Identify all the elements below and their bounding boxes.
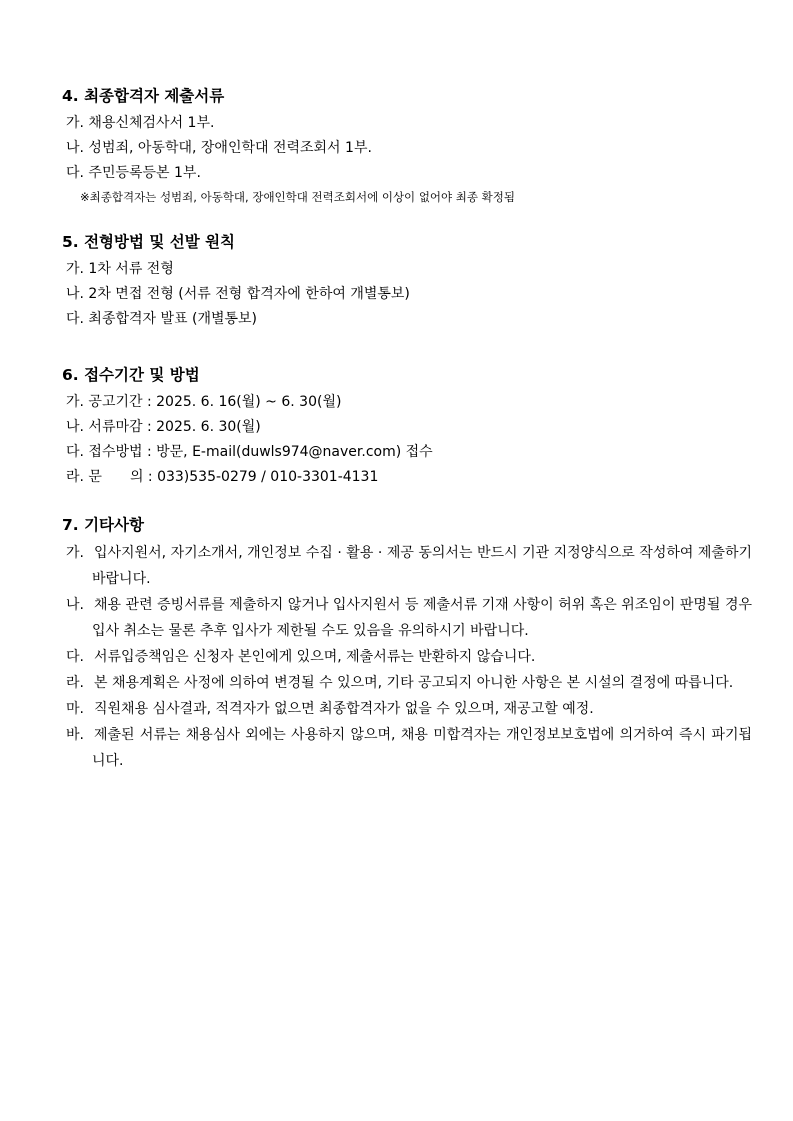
list-item: [62, 644, 752, 670]
list-item-text: 직원채용 심사결과, 적격자가 없으면 최종합격자가 없을 수 있으며, 재공고할 예정.: [94, 701, 594, 717]
list-item: 라. 문 의 : 033)535-0279 / 010-3301-4131: [66, 469, 379, 485]
list-item: 나. 2차 면접 전형 (서류 전형 합격자에 한하여 개별통보): [66, 286, 410, 302]
list-item: 가. 채용신체검사서 1부.: [66, 115, 215, 131]
list-marker: 다.: [66, 649, 84, 665]
section-final-documents: [62, 84, 752, 208]
list-item-text: 제출된 서류는 채용심사 외에는 사용하지 않으며, 채용 미합격자는 개인정보보호법에 의거하여 즉시 파기됩니다.: [92, 727, 752, 769]
section-heading: 7. 기타사항: [62, 516, 144, 534]
list-item: 다. 최종합격자 발표 (개별통보): [66, 311, 258, 327]
list-item: 나. 서류마감 : 2025. 6. 30(월): [66, 419, 261, 435]
section-heading: 6. 접수기간 및 방법: [62, 366, 200, 384]
list-item: 가. 1차 서류 전형: [66, 261, 174, 277]
list-item: [62, 696, 752, 722]
section-heading: 4. 최종합격자 제출서류: [62, 87, 225, 105]
list-item: 나. 성범죄, 아동학대, 장애인학대 전력조회서 1부.: [66, 140, 372, 156]
list-item: [62, 670, 752, 696]
list-item-text: 본 채용계획은 사정에 의하여 변경될 수 있으며, 기타 공고되지 아니한 사항은 본 시설의 결정에 따릅니다.: [94, 675, 734, 691]
list-item: 다. 주민등록등본 1부.: [66, 165, 201, 181]
list-marker: 나.: [66, 597, 84, 613]
list-item-text: 채용 관련 증빙서류를 제출하지 않거나 입사지원서 등 제출서류 기재 사항이 허위 혹은 위조임이 판명될 경우 입사 취소는 물론 추후 입사가 제한될 수도 있음을 유의하시기 바랍니다.: [92, 597, 752, 639]
list-item: [62, 540, 752, 592]
section-application-period: [62, 363, 752, 490]
section-heading: 5. 전형방법 및 선발 원칙: [62, 233, 236, 251]
list-item: 가. 공고기간 : 2025. 6. 16(월) ~ 6. 30(월): [66, 394, 342, 410]
list-marker: 가.: [66, 545, 84, 561]
note-text: ※최종합격자는 성범죄, 아동학대, 장애인학대 전력조회서에 이상이 없어야 최종 확정됨: [80, 190, 516, 204]
list-marker: 바.: [66, 727, 84, 743]
list-item-text: 입사지원서, 자기소개서, 개인정보 수집 · 활용 · 제공 동의서는 반드시 기관 지정양식으로 작성하여 제출하기 바랍니다.: [92, 545, 752, 587]
list-item: [62, 722, 752, 774]
list-item-text: 서류입증책임은 신청자 본인에게 있으며, 제출서류는 반환하지 않습니다.: [94, 649, 536, 665]
list-item: 다. 접수방법 : 방문, E-mail(duwls974@naver.com) 접수: [66, 444, 433, 460]
section-selection-method: [62, 230, 752, 332]
list-marker: 라.: [66, 675, 84, 691]
list-marker: 마.: [66, 701, 84, 717]
section-other-matters: [62, 513, 752, 774]
list-item: [62, 592, 752, 644]
